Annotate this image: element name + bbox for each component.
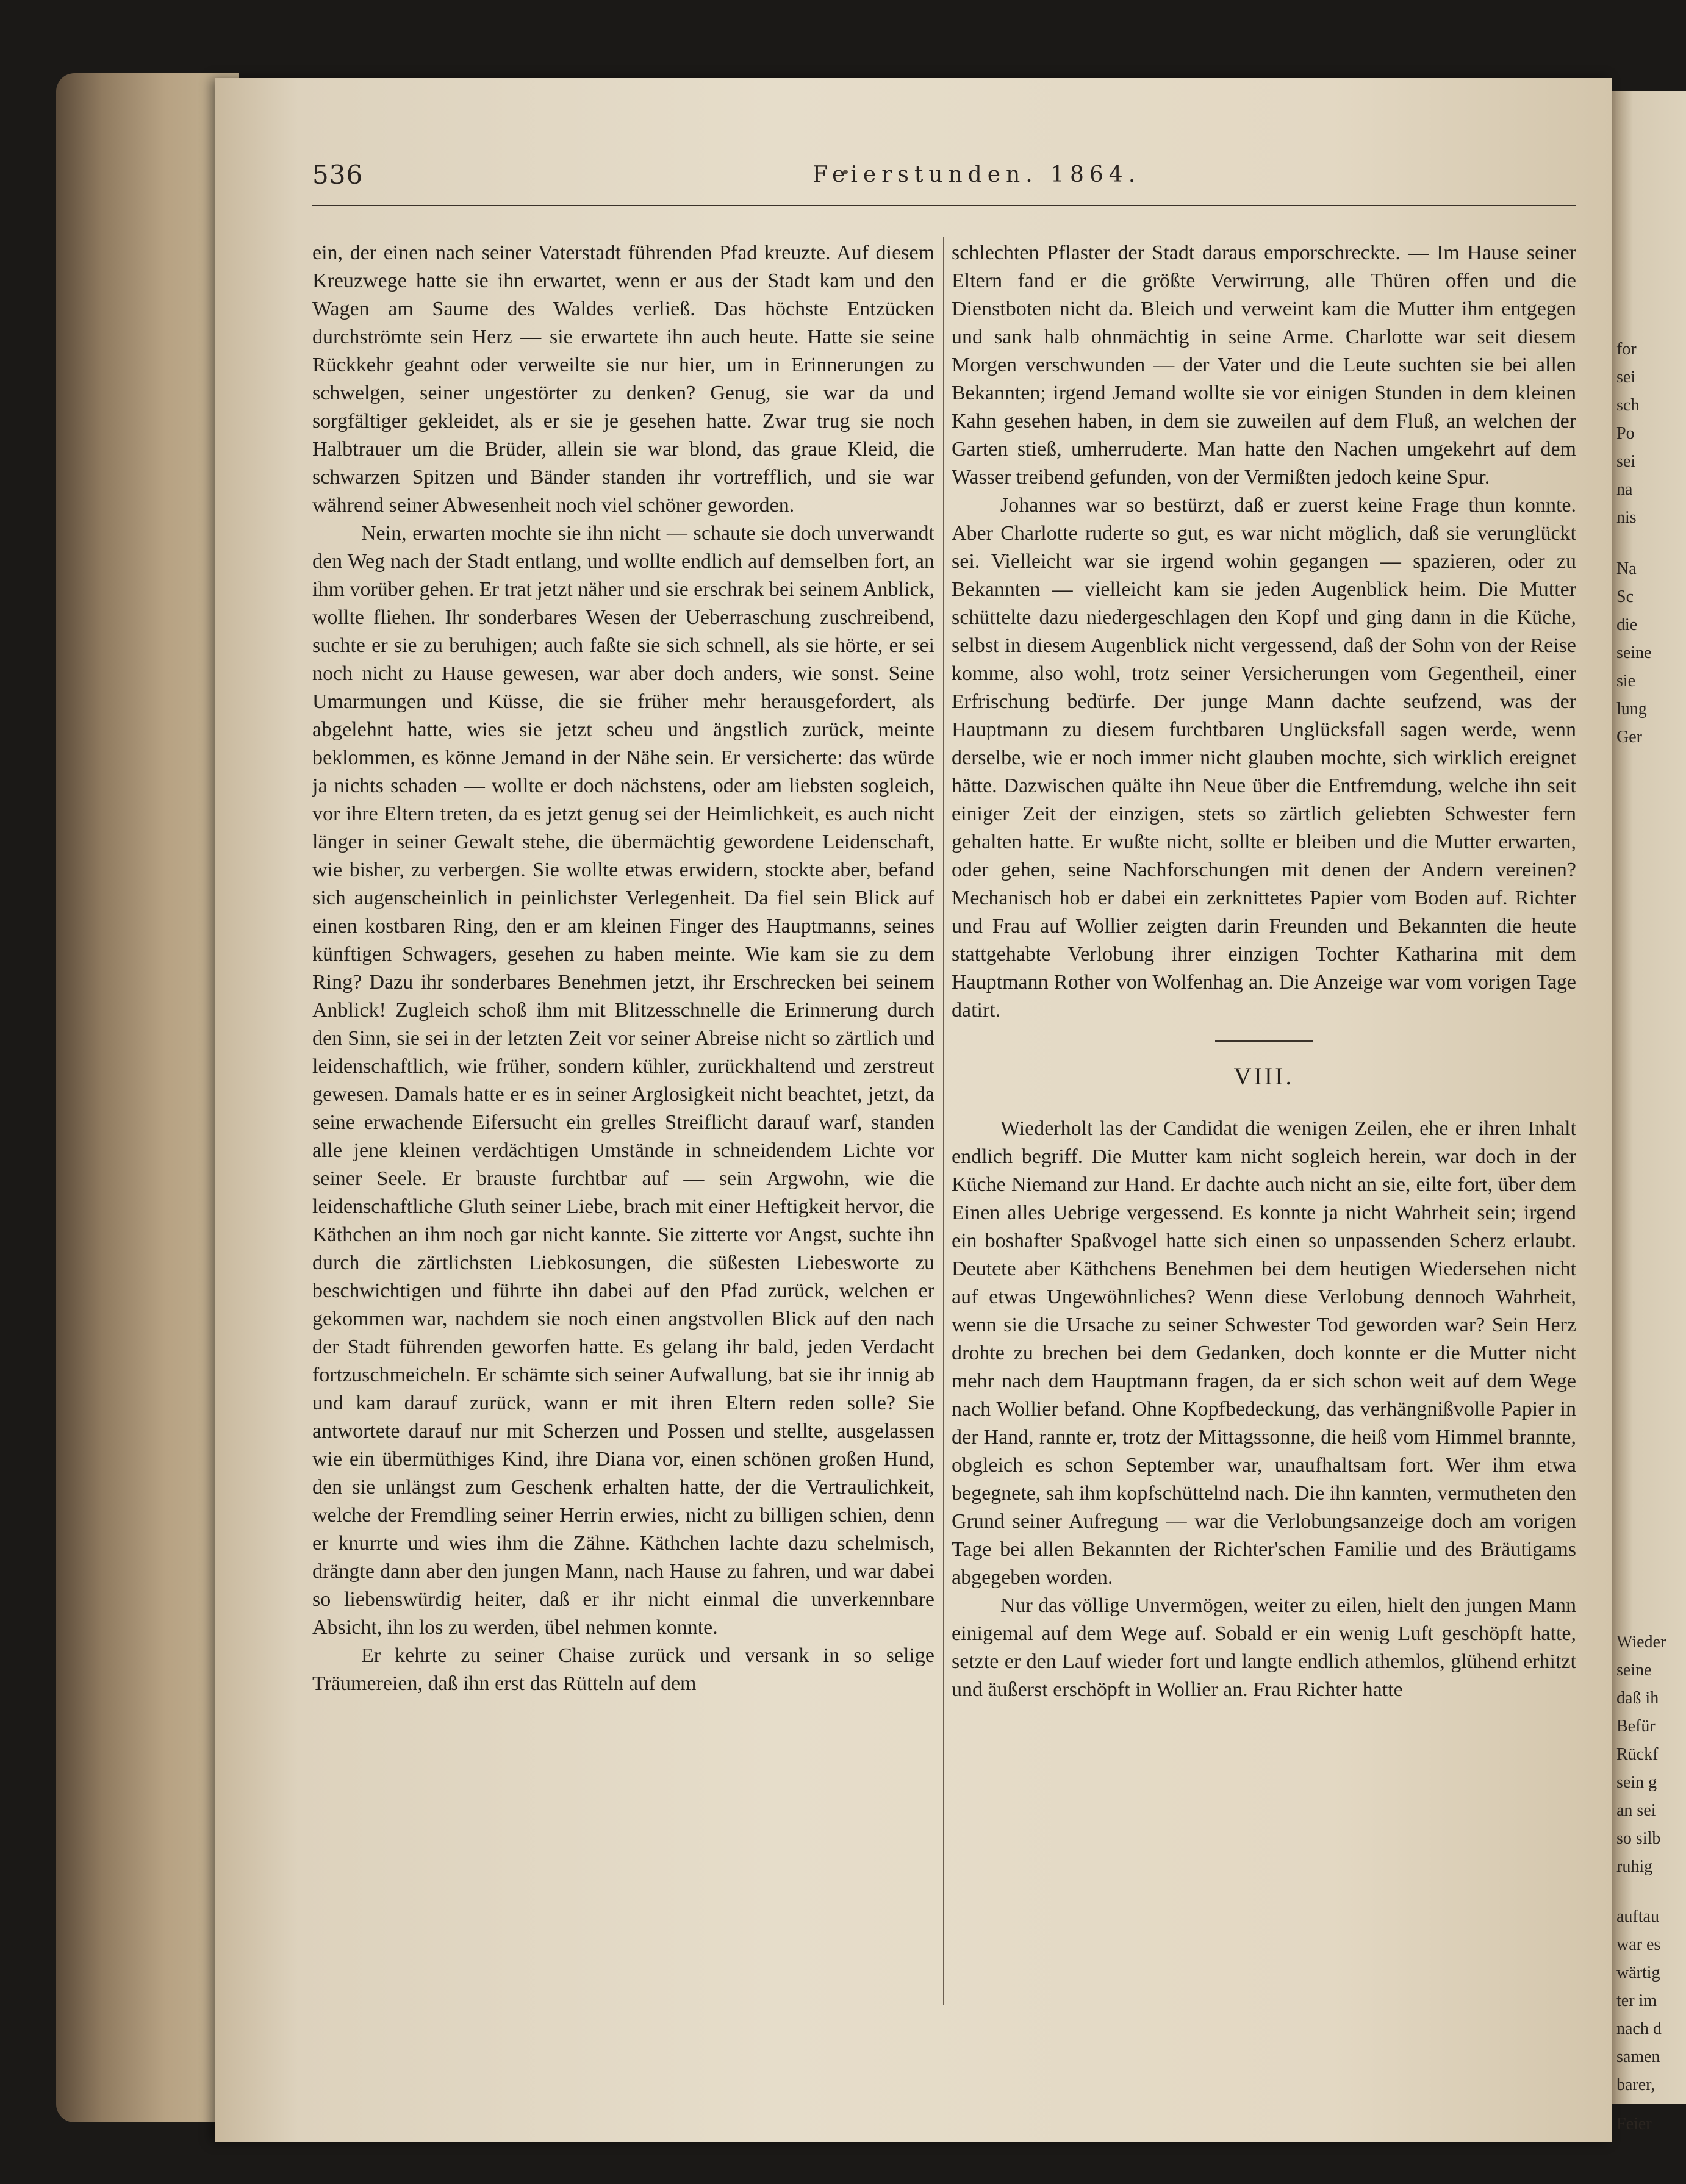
facing-page-fragment: war es: [1616, 1935, 1661, 1954]
facing-page-fragment: Feier: [1616, 2114, 1652, 2133]
facing-page-edge: [1610, 91, 1686, 2133]
facing-page-fragment: nis: [1616, 508, 1637, 527]
facing-page-fragment: sei: [1616, 452, 1636, 471]
facing-page-fragment: seine: [1616, 643, 1652, 662]
paragraph: Wiederholt las der Candidat die wenigen Zeilen, ehe er ihren Inhalt endlich begriff. Die Mutter kam nicht sogleich herein, war doch in der Küche Niemand zur Hand. Er dachte auch nicht an sie, eilte fort, über dem Einen alles Uebrige vergessend. Es konnte ja nicht Wahrheit sein; irgend ein boshafter Spaßvogel hatte sich einen so unpassenden Scherz erlaubt. Deutete aber Käthchens Benehmen bei dem heutigen Wiedersehen nicht auf etwas Ungewöhnliches? Wenn diese Verlobung dennoch Wahrheit, wenn sie die Ursache zu seiner Schwester Tod geworden war? Sein Herz drohte zu brechen bei dem Gedanken, doch konnte er die Mutter nicht mehr nach dem Hauptmann fragen, da er sich schon weit auf dem Wege nach Wollier befand. Ohne Kopfbedeckung, das verhängnißvolle Papier in der Hand, rannte er, trotz der Mittagssonne, die heiß vom Himmel brannte, obgleich es schon September war, unaufhaltsam fort. Wer ihm etwa begegnete, sah ihm kopfschüttelnd nach. Die ihn kannten, vermutheten den Grund seiner Aufregung — war die Verlobungsanzeige doch am vorigen Tage bei allen Bekannten der Richter'schen Familie und des Bräutigams abgegeben worden.: [952, 1117, 1576, 1589]
paragraph: Nein, erwarten mochte sie ihn nicht — schaute sie doch unverwandt den Weg nach der Stadt entlang, und wollte endlich auf demselben fort, an ihm vorüber gehen. Er trat jetzt näher und sie erschrak bei seinem Anblick, wollte fliehen. Ihr sonderbares Wesen der Ueberraschung zuschreibend, suchte er sie zu beruhigen; auch faßte sie sich schnell, als sie hörte, er sei noch nicht zu Hause gewesen, war aber doch anders, wie sonst. Seine Umarmungen und Küsse, die sie früher mehr herausgefordert, als abgelehnt hatte, wies sie jetzt scheu und ängstlich zurück, meinte beklommen, es könne Jemand in der Nähe sein. Er versicherte: das würde ja nichts schaden — wollte er doch nächstens, oder am liebsten sogleich, vor ihre Eltern treten, da es jetzt genug sei der Heimlichkeit, es auch nicht länger in seiner Gewalt stehe, die übermächtig gewordene Leidenschaft, wie bisher, zu verbergen. Sie wollte etwas erwidern, stockte aber, befand sich augenscheinlich in peinlichster Verlegenheit. Da fiel sein Blick auf einen kostbaren Ring, den er am kleinen Finger des Hauptmanns, seines künftigen Schwagers, gesehen zu haben meinte. Wie kam sie zu dem Ring? Dazu ihr sonderbares Benehmen jetzt, ihr Erschrecken bei seinem Anblick! Zugleich schoß ihm mit Blitzesschnelle die Erinnerung durch den Sinn, sie sei in der letzten Zeit vor seiner Abreise nicht so zärtlich und leidenschaftlich, wie früher, sondern kühler, zurückhaltend und zerstreut gewesen. Damals hatte er es in seiner Arglosigkeit nicht beachtet, jetzt, da seine erwachende Eifersucht ein grelles Streiflicht darauf warf, standen alle jene kleinen verdächtigen Umstände in schneidendem Lichte vor seiner Seele. Er brauste furchtbar auf — sein Argwohn, wie die leidenschaftliche Gluth seiner Liebe, brach mit einer Heftigkeit hervor, die Käthchen an ihm noch gar nicht kannte. Sie zitterte vor Angst, suchte ihn durch die zärtlichsten Liebkosungen, die süßesten Liebesworte zu beschwichtigen und führte ihn dabei auf den Pfad zurück, welchen er gekommen war, nachdem sie noch einen angstvollen Blick auf den nach der Stadt führenden geworfen hatte. Es gelang ihr bald, jeden Verdacht fortzuschmeicheln. Er schämte sich seiner Aufwallung, bat sie ihr innig ab und kam darauf zurück, wann er mit ihren Eltern reden solle? Sie antwortete darauf nur mit Scherzen und Possen und stellte, ausgelassen wie ein übermüthiges Kind, ihre Diana vor, einen schönen großen Hund, den sie unlängst zum Geschenk erhalten hatte, der die Vertraulichkeit, welche der Fremdling seiner Herrin erwies, nicht zu billigen schien, denn er knurrte und wies ihm die Zähne. Käthchen lachte dazu schelmisch, drängte dann aber den jungen Mann, nach Hause zu fahren, und war dabei so liebenswürdig heiter, daß er ihr nicht einmal die unverkennbare Absicht, ihn los zu werden, übel nehmen konnte.: [312, 522, 934, 1639]
section-heading: VIII.: [1233, 1062, 1294, 1090]
paragraph: ein, der einen nach seiner Vaterstadt führenden Pfad kreuzte. Auf diesem Kreuzwege hatte sie ihn erwartet, wenn er aus der Stadt kam und den Wagen am Saume des Waldes verließ. Das höchste Entzücken durchströmte sein Herz — sie erwartete ihn auch heute. Hatte sie seine Rückkehr geahnt oder verweilte sie nur hier, um in Erinnerungen zu schwelgen, seiner ungestörter zu denken? Genug, sie war da und sorgfältiger gekleidet, als er sie je gesehen hatte. Zwar trug sie noch Halbtrauer um die Brüder, allein sie war blond, das graue Kleid, die schwarzen Spitzen und Bänder standen ihr vortrefflich, und sie war während seiner Abwesenheit noch viel schöner geworden.: [312, 242, 934, 517]
facing-page-fragment: sch: [1616, 396, 1640, 415]
section-rule: [1215, 1040, 1313, 1042]
facing-page-fragment: Sc: [1616, 587, 1634, 606]
facing-page-fragment: for: [1616, 340, 1637, 359]
facing-page-fragment: ruhig: [1616, 1857, 1653, 1876]
facing-page-fragment: Befür: [1616, 1717, 1656, 1736]
facing-page-fragment: sie: [1616, 671, 1636, 690]
facing-page-fragment: Po: [1616, 424, 1635, 443]
facing-page-fragment: na: [1616, 480, 1633, 499]
facing-page-fragment: lung: [1616, 700, 1647, 718]
paragraph: Johannes war so bestürzt, daß er zuerst keine Frage thun konnte. Aber Charlotte ruderte so gut, es war nicht möglich, daß sie verunglückt sei. Vielleicht war sie irgend wohin gegangen — spazieren, oder zu Bekannten — vielleicht kam sie jeden Augenblick heim. Die Mutter schüttelte dazu niedergeschlagen den Kopf und ging dann in die Küche, selbst in diesem Augenblick nicht vergessend, daß der Sohn von der Reise komme, also wohl, trotz seiner Versicherungen vom Gegentheil, einer Erfrischung bedürfe. Der junge Mann dachte seufzend, was der Hauptmann zu diesem furchtbaren Unglücksfall sagen werde, wenn derselbe, wie er noch immer nicht glauben mochte, sich wirklich ereignet hätte. Dazwischen quälte ihn Neue über die Entfremdung, welche ihn seit einiger Zeit der einzigen, stets so zärtlich geliebten Schwester fern gehalten hatte. Er wußte nicht, sollte er bleiben und die Mutter erwarten, oder gehen, seine Nachforschungen mit denen der Andern vereinen? Mechanisch hob er dabei ein zerknittetes Papier vom Boden auf. Richter und Frau auf Wollier zeigten darin Freunden und Bekannten die heute stattgehabte Verlobung ihrer einzigen Tochter Katharina mit dem Hauptmann Rother von Wolfenhag an. Die Anzeige war vom vorigen Tage datirt.: [952, 494, 1576, 1022]
facing-page-fragment: an sei: [1616, 1801, 1656, 1820]
facing-page-fragment: nach d: [1616, 2019, 1662, 2038]
column-divider: [943, 237, 944, 2005]
facing-page-fragment: ter im: [1616, 1991, 1657, 2010]
facing-page-fragment: Wieder: [1616, 1633, 1666, 1652]
running-title: Feierstunden. 1864.: [813, 162, 1141, 187]
right-text-column: [952, 239, 1576, 1704]
right-column-section-start: [952, 1115, 1576, 1704]
facing-page-fragment: daß ih: [1616, 1689, 1659, 1708]
page-stack-edge: [56, 73, 239, 2122]
page-header: [312, 160, 1569, 196]
facing-page-fragment: Na: [1616, 559, 1637, 578]
right-column-chapter-end: [952, 239, 1576, 1025]
facing-page-fragment: Rückf: [1616, 1745, 1659, 1764]
paragraph: Er kehrte zu seiner Chaise zurück und versank in so selige Träumereien, daß ihn erst das Rütteln auf dem: [312, 1644, 934, 1695]
facing-page-fragment: so silb: [1616, 1829, 1661, 1848]
facing-page-fragment: wärtig: [1616, 1963, 1660, 1982]
page-number: 536: [312, 160, 364, 190]
left-text-column: [312, 239, 934, 1698]
facing-page-fragment: sei: [1616, 368, 1636, 387]
facing-page-fragment: die: [1616, 615, 1638, 634]
facing-page-fragment: sein g: [1616, 1773, 1657, 1792]
header-rule: [312, 205, 1576, 210]
facing-page-fragment: seine: [1616, 1661, 1652, 1680]
facing-page-fragment: auftau: [1616, 1907, 1659, 1926]
facing-page-fragment: samen: [1616, 2047, 1660, 2066]
facing-page-fragment: barer,: [1616, 2075, 1656, 2094]
facing-page-fragment: Ger: [1616, 728, 1642, 746]
paragraph: Nur das völlige Unvermögen, weiter zu eilen, hielt den jungen Mann einigemal auf dem Wege auf. Sobald er ein wenig Luft geschöpft hatte, setzte er den Lauf wieder fort und langte endlich athemlos, glühend erhitzt und äußerst erschöpft in Wollier an. Frau Richter hatte: [952, 1594, 1576, 1701]
paragraph: schlechten Pflaster der Stadt daraus emporschreckte. — Im Hause seiner Eltern fand er die größte Verwirrung, alle Thüren offen und die Dienstboten nicht da. Bleich und verweint kam die Mutter ihm entgegen und sank halb ohnmächtig in seine Arme. Charlotte war seit diesem Morgen verschwunden — der Vater und die Leute suchten sie bei allen Bekannten; irgend Jemand wollte sie vor einigen Stunden in dem kleinen Kahn gesehen haben, in dem sie zuweilen auf dem Fluß, an welchen der Garten stieß, umherruderte. Man hatte den Nachen umgekehrt auf dem Wasser treibend gefunden, von der Vermißten jedoch keine Spur.: [952, 242, 1576, 489]
